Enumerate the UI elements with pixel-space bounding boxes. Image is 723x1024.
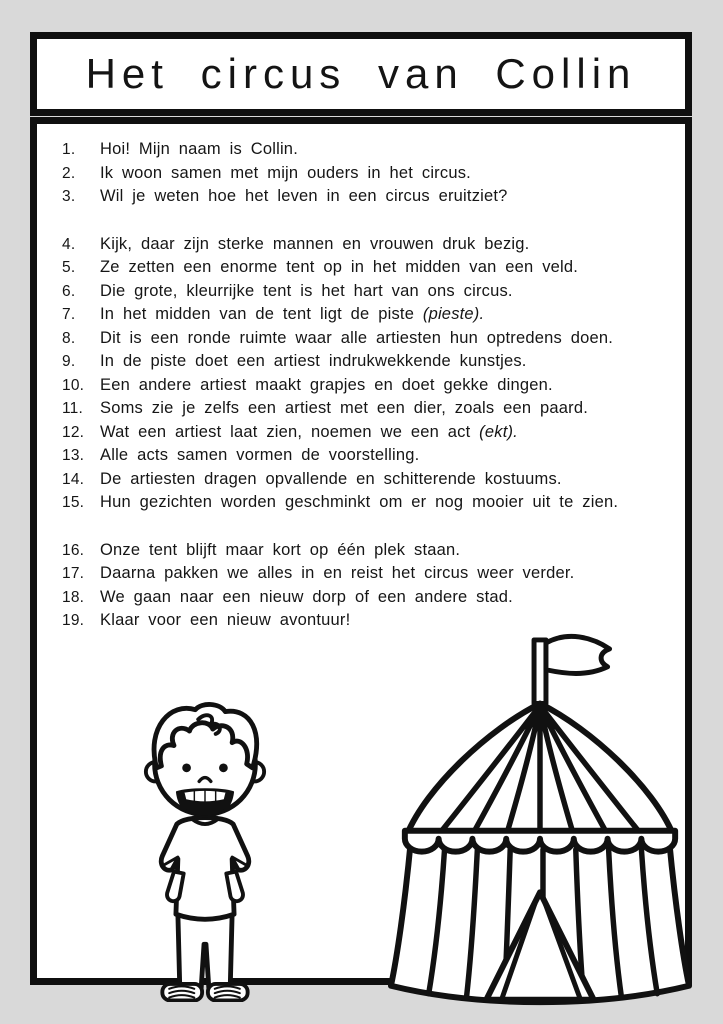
boy-shirt [161,818,249,920]
text-line [62,352,679,376]
boy-clipart [142,700,268,1002]
boy-arm-right [226,872,243,902]
circus-tent-clipart [381,630,699,1010]
line-number: 8. [62,329,76,347]
line-text: In het midden van de tent ligt de piste (pieste). [100,305,485,323]
line-number: 15. [62,494,85,511]
line-text: Hoi! Mijn naam is Collin. [100,140,298,158]
line-text: Onze tent blijft maar kort op één plek staan. [100,540,461,559]
line-note: (ekt). [479,422,518,441]
text-line [62,329,679,353]
text-line [62,493,679,517]
line-text: Ze zetten een enorme tent op in het midden van een veld. [100,258,579,276]
text-line [62,588,679,612]
line-number: 3. [62,188,76,205]
title-box [30,32,692,116]
boy-eye-right [219,763,228,772]
line-number: 11. [62,400,83,417]
text-line [62,541,679,565]
line-text: Daarna pakken we alles in en reist het circus weer verder. [100,564,575,582]
flag-icon [546,636,610,673]
text-line [62,446,679,470]
line-text: Soms zie je zelfs een artiest met een dier, zoals een paard. [100,399,588,417]
line-number: 10. [62,376,85,394]
line-text: Klaar voor een nieuw avontuur! [100,611,351,629]
text-line [62,399,679,423]
text-line [62,164,679,188]
line-text: Die grote, kleurrijke tent is het hart van ons circus. [100,281,513,300]
text-line [62,423,679,447]
text-line [62,235,679,259]
line-text: Dit is een ronde ruimte waar alle artiesten hun optredens doen. [100,328,614,347]
line-text: We gaan naar een nieuw dorp of een andere stad. [100,587,513,606]
paragraph-break [62,517,679,541]
line-number: 1. [62,141,76,158]
line-text: Alle acts samen vormen de voorstelling. [100,446,420,464]
line-number: 17. [62,565,85,582]
line-text: Wat een artiest laat zien, noemen we een act (ekt). [100,422,518,441]
line-number: 7. [62,306,76,323]
line-number: 13. [62,447,85,464]
line-note: (pieste). [422,305,485,323]
line-number: 4. [62,235,76,253]
line-text: Kijk, daar zijn sterke mannen en vrouwen druk bezig. [100,234,530,253]
line-number: 2. [62,164,76,182]
boy-arm-left [167,872,184,902]
boy-eye-left [182,763,191,772]
line-number: 19. [62,612,85,629]
line-number: 16. [62,541,85,559]
document-lines [62,140,679,635]
text-line [62,140,679,164]
text-line [62,470,679,494]
line-text: De artiesten dragen opvallende en schitterende kostuums. [100,469,562,488]
page-title: Het circus van Collin [85,50,637,97]
line-text: Een andere artiest maakt grapjes en doet gekke dingen. [100,375,553,394]
line-text: Hun gezichten worden geschminkt om er nog mooier uit te zien. [100,493,619,511]
line-text: Ik woon samen met mijn ouders in het circus. [100,163,471,182]
text-line [62,187,679,211]
boy-shoe-left [162,984,202,1000]
paragraph-break [62,211,679,235]
text-line [62,305,679,329]
text-line [62,258,679,282]
line-text: Wil je weten hoe het leven in een circus eruitziet? [100,187,508,205]
line-number: 18. [62,588,85,606]
line-number: 9. [62,353,76,370]
text-line [62,376,679,400]
line-text: In de piste doet een artiest indrukwekkende kunstjes. [100,352,527,370]
line-number: 14. [62,470,85,488]
boy-shoe-right [208,984,248,1000]
line-number: 12. [62,423,85,441]
line-number: 6. [62,282,76,300]
boy-pants [178,913,232,989]
text-line [62,564,679,588]
text-line [62,282,679,306]
line-number: 5. [62,259,76,276]
